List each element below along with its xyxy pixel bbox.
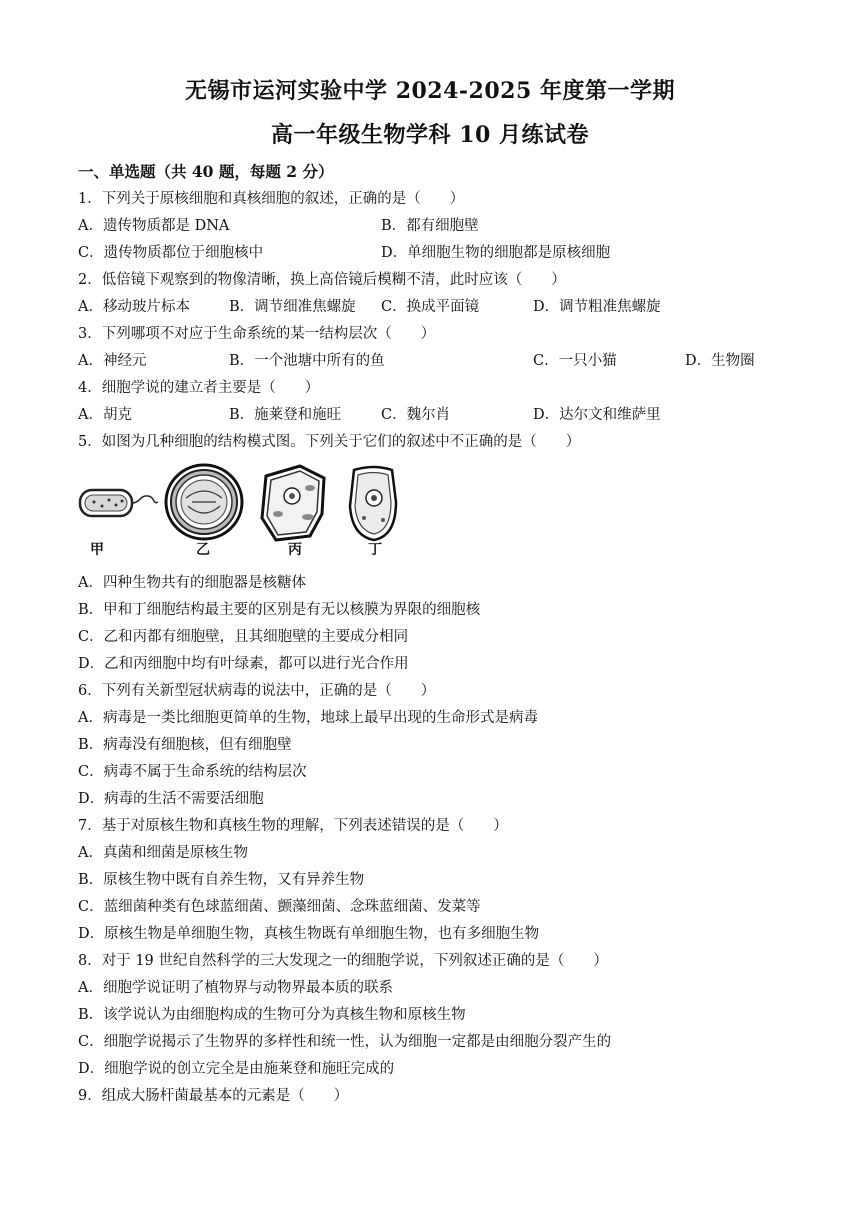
question-7-option-b: B．原核生物中既有自养生物，又有异养生物 [78, 872, 365, 888]
question-6-option-c: C．病毒不属于生命系统的结构层次 [78, 764, 307, 780]
question-2-stem: 2．低倍镜下观察到的物像清晰，换上高倍镜后模糊不清，此时应该（ ） [78, 272, 566, 288]
question-4-option-d: D．达尔文和维萨里 [533, 407, 661, 423]
question-8-option-d: D．细胞学说的创立完全是由施莱登和施旺完成的 [78, 1061, 395, 1077]
page-title: 无锡市运河实验中学 2024-2025 年度第一学期 [185, 78, 675, 104]
question-5-option-c: C．乙和丙都有细胞壁，且其细胞壁的主要成分相同 [78, 629, 409, 645]
question-3-option-d: D．生物圈 [685, 353, 755, 369]
question-7-option-c: C．蓝细菌种类有色球蓝细菌、颤藻细菌、念珠蓝细菌、发菜等 [78, 899, 481, 915]
question-8-option-b: B．该学说认为由细胞构成的生物可分为真核生物和原核生物 [78, 1007, 466, 1023]
question-7-stem: 7．基于对原核生物和真核生物的理解，下列表述错误的是（ ） [78, 818, 508, 834]
question-1-option-b: B．都有细胞壁 [381, 218, 479, 234]
cell-jia-illustration [80, 490, 158, 516]
question-3-option-c: C．一只小猫 [533, 353, 617, 369]
section-heading: 一、单选题（共 40 题，每题 2 分） [78, 162, 334, 181]
cell-structure-figure [78, 462, 398, 558]
figure-label-bing: 丙 [288, 542, 302, 558]
figure-label-jia: 甲 [90, 542, 104, 558]
question-2-option-a: A．移动玻片标本 [78, 299, 190, 315]
question-5-option-d: D．乙和丙细胞中均有叶绿素，都可以进行光合作用 [78, 656, 409, 672]
question-4-stem: 4．细胞学说的建立者主要是（ ） [78, 380, 320, 396]
question-8-option-c: C．细胞学说揭示了生物界的多样性和统一性，认为细胞一定都是由细胞分裂产生的 [78, 1034, 612, 1050]
question-3-option-a: A．神经元 [78, 353, 147, 369]
question-4-option-c: C．魏尔肖 [381, 407, 451, 423]
question-4-option-a: A．胡克 [78, 407, 132, 423]
question-2-option-c: C．换成平面镜 [381, 299, 480, 315]
question-6-option-d: D．病毒的生活不需要活细胞 [78, 791, 264, 807]
question-6-option-a: A．病毒是一类比细胞更简单的生物，地球上最早出现的生命形式是病毒 [78, 710, 538, 726]
question-3-stem: 3．下列哪项不对应于生命系统的某一结构层次（ ） [78, 326, 436, 342]
question-5-option-b: B．甲和丁细胞结构最主要的区别是有无以核膜为界限的细胞核 [78, 602, 481, 618]
question-6-stem: 6．下列有关新型冠状病毒的说法中，正确的是（ ） [78, 683, 436, 699]
question-7-option-a: A．真菌和细菌是原核生物 [78, 845, 248, 861]
question-8-stem: 8．对于 19 世纪自然科学的三大发现之一的细胞学说，下列叙述正确的是（ ） [78, 953, 608, 969]
question-5-stem: 5．如图为几种细胞的结构模式图。下列关于它们的叙述中不正确的是（ ） [78, 434, 581, 450]
cell-yi-illustration [166, 465, 242, 539]
question-3-option-b: B．一个池塘中所有的鱼 [229, 353, 385, 369]
question-5-option-a: A．四种生物共有的细胞器是核糖体 [78, 575, 306, 591]
question-8-option-a: A．细胞学说证明了植物界与动物界最本质的联系 [78, 980, 393, 996]
figure-label-yi: 乙 [196, 542, 210, 558]
figure-label-ding: 丁 [368, 542, 382, 558]
question-1-option-d: D．单细胞生物的细胞都是原核细胞 [381, 245, 611, 261]
question-6-option-b: B．病毒没有细胞核，但有细胞壁 [78, 737, 292, 753]
question-4-option-b: B．施莱登和施旺 [229, 407, 342, 423]
question-1-stem: 1．下列关于原核细胞和真核细胞的叙述，正确的是（ ） [78, 191, 465, 207]
question-7-option-d: D．原核生物是单细胞生物，真核生物既有单细胞生物，也有多细胞生物 [78, 926, 540, 942]
question-1-option-a: A．遗传物质都是 DNA [78, 218, 230, 234]
question-1-option-c: C．遗传物质都位于细胞核中 [78, 245, 264, 261]
cell-bing-illustration [262, 466, 324, 540]
cell-ding-illustration [350, 467, 396, 540]
question-9-stem: 9．组成大肠杆菌最基本的元素是（ ） [78, 1088, 349, 1104]
question-2-option-b: B．调节细准焦螺旋 [229, 299, 356, 315]
question-2-option-d: D．调节粗准焦螺旋 [533, 299, 661, 315]
page-subtitle: 高一年级生物学科 10 月练试卷 [271, 122, 589, 148]
